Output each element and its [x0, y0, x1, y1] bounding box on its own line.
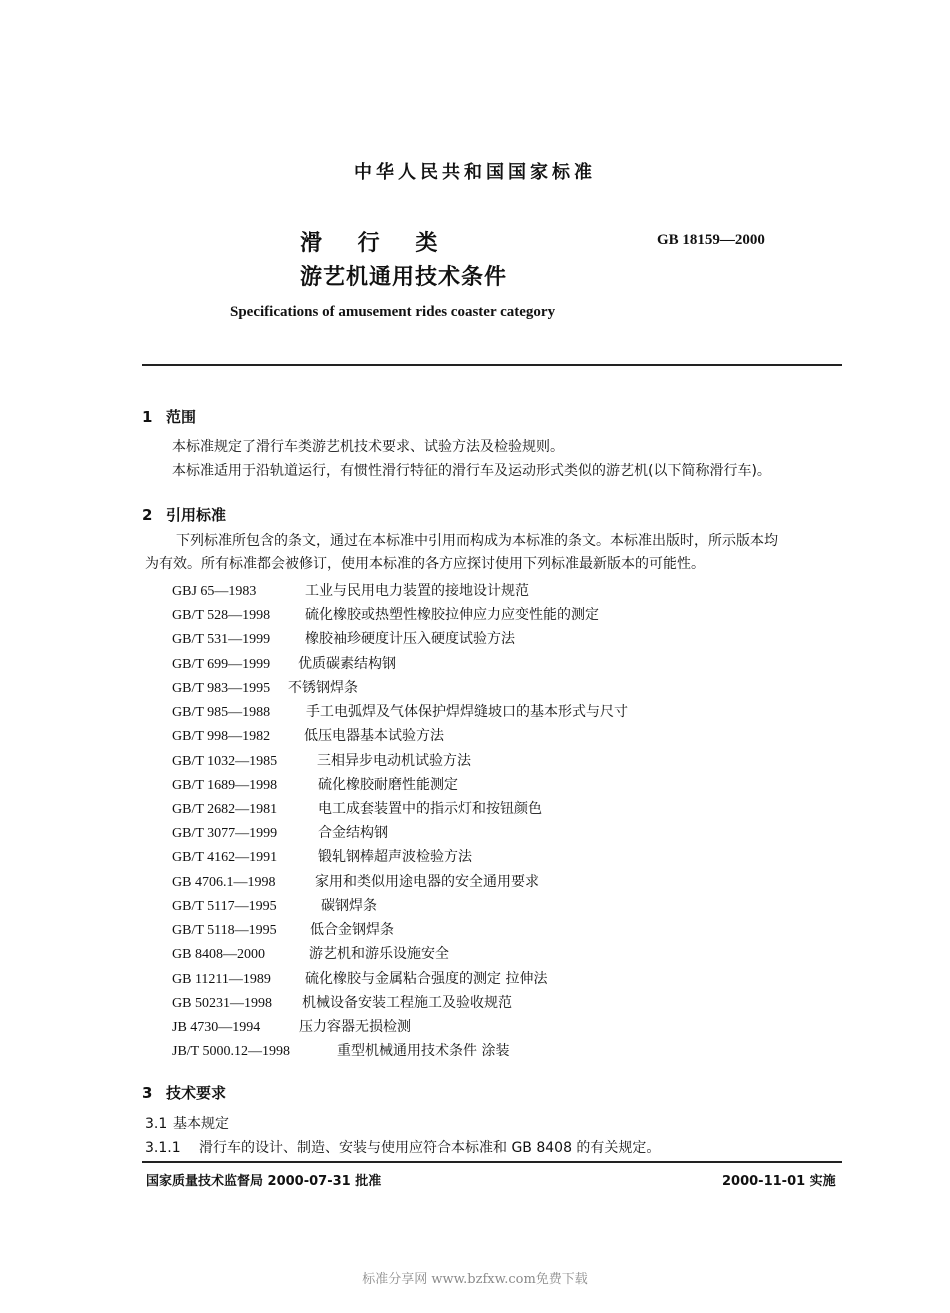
reference-item: [172, 895, 377, 915]
reference-code: GB/T 1689—1998: [172, 778, 278, 793]
reference-item: [172, 750, 471, 770]
reference-code: GB/T 5118—1995: [172, 923, 277, 938]
reference-title: 锻轧钢棒超声波检验方法: [318, 849, 472, 865]
reference-code: JB 4730—1994: [172, 1020, 261, 1035]
reference-title: 重型机械通用技术条件 涂装: [337, 1043, 510, 1059]
reference-title: 硫化橡胶与金属粘合强度的测定 拉伸法: [305, 971, 548, 987]
reference-title: 压力容器无损检测: [299, 1019, 411, 1035]
reference-code: JB/T 5000.12—1998: [172, 1044, 290, 1059]
scope-paragraph-2: 本标准适用于沿轨道运行，有惯性滑行特征的滑行车及运动形式类似的游艺机(以下简称滑行车)。: [172, 463, 771, 479]
subsection-number: 3.1.1: [145, 1140, 181, 1156]
section-number: 2: [142, 506, 153, 524]
national-standard-heading: 中华人民共和国国家标准: [354, 162, 596, 183]
reference-item: [172, 725, 444, 745]
reference-title: 优质碳素结构钢: [298, 656, 396, 672]
effective-date: 2000-11-01 实施: [722, 1174, 836, 1189]
reference-code: GB/T 983—1995: [172, 681, 271, 696]
reference-code: GB/T 528—1998: [172, 608, 271, 623]
reference-code: GB/T 998—1982: [172, 729, 271, 744]
section-number: 1: [142, 408, 153, 426]
reference-item: [172, 774, 458, 794]
reference-item: [172, 580, 529, 600]
reference-item: [172, 968, 547, 988]
reference-title: 家用和类似用途电器的安全通用要求: [315, 874, 539, 890]
reference-item: [172, 1016, 411, 1036]
footer-divider: [142, 1161, 842, 1163]
section-title: 范围: [166, 408, 197, 426]
reference-item: [172, 1040, 509, 1060]
reference-item: [172, 677, 358, 697]
reference-title: 手工电弧焊及气体保护焊焊缝坡口的基本形式与尺寸: [306, 704, 628, 720]
reference-code: GB 4706.1—1998: [172, 875, 276, 890]
english-title: Specifications of amusement rides coaster category: [230, 304, 556, 320]
reference-code: GB 11211—1989: [172, 972, 271, 987]
reference-code: GB/T 2682—1981: [172, 802, 278, 817]
reference-title: 不锈钢焊条: [288, 680, 358, 696]
reference-item: [172, 628, 515, 648]
subsection-text: 滑行车的设计、制造、安装与使用应符合本标准和 GB 8408 的有关规定。: [199, 1140, 661, 1156]
section-number: 3: [142, 1084, 153, 1102]
reference-item: [172, 943, 449, 963]
reference-item: [172, 871, 539, 891]
reference-code: GB 50231—1998: [172, 996, 272, 1011]
reference-code: GB/T 5117—1995: [172, 899, 277, 914]
section-1-heading: [142, 406, 196, 427]
reference-item: [172, 992, 512, 1012]
approval-note: 国家质量技术监督局 2000-07-31 批准: [146, 1174, 382, 1189]
standard-code: GB 18159—2000: [657, 232, 765, 248]
reference-title: 硫化橡胶耐磨性能测定: [318, 777, 458, 793]
reference-code: GB/T 3077—1999: [172, 826, 278, 841]
reference-code: GB/T 4162—1991: [172, 850, 278, 865]
reference-title: 电工成套装置中的指示灯和按钮颜色: [318, 801, 542, 817]
reference-title: 碳钢焊条: [321, 898, 377, 914]
subsection-number: 3.1: [145, 1116, 168, 1132]
references-intro-line1: 下列标准所包含的条文，通过在本标准中引用而构成为本标准的条文。本标准出版时，所示版本均: [176, 533, 778, 549]
reference-item: [172, 822, 388, 842]
reference-item: [172, 798, 542, 818]
reference-code: GB/T 985—1988: [172, 705, 271, 720]
reference-code: GB/T 699—1999: [172, 657, 271, 672]
reference-item: [172, 846, 472, 866]
reference-title: 三相异步电动机试验方法: [317, 753, 471, 769]
reference-title: 橡胶袖珍硬度计压入硬度试验方法: [305, 631, 515, 647]
reference-code: GB 8408—2000: [172, 947, 265, 962]
reference-code: GB/T 531—1999: [172, 632, 271, 647]
reference-code: GBJ 65—1983: [172, 584, 257, 599]
reference-title: 工业与民用电力装置的接地设计规范: [305, 583, 529, 599]
reference-title: 机械设备安装工程施工及验收规范: [302, 995, 512, 1011]
reference-item: [172, 604, 599, 624]
section-3-heading: [142, 1082, 226, 1103]
reference-item: [172, 701, 628, 721]
reference-code: GB/T 1032—1985: [172, 754, 278, 769]
section-2-heading: [142, 504, 226, 525]
reference-title: 低合金钢焊条: [310, 922, 394, 938]
reference-title: 合金结构钢: [318, 825, 388, 841]
reference-item: [172, 919, 394, 939]
reference-item: [172, 653, 396, 673]
document-title-line1: 滑 行 类: [300, 231, 452, 256]
reference-title: 硫化橡胶或热塑性橡胶拉伸应力应变性能的测定: [305, 607, 599, 623]
section-title: 引用标准: [166, 506, 227, 524]
reference-title: 低压电器基本试验方法: [304, 728, 444, 744]
subsection-3-1-1: [145, 1137, 660, 1157]
references-intro-line2: 为有效。所有标准都会被修订，使用本标准的各方应探讨使用下列标准最新版本的可能性。: [145, 556, 705, 572]
scope-paragraph-1: 本标准规定了滑行车类游艺机技术要求、试验方法及检验规则。: [172, 439, 564, 455]
reference-title: 游艺机和游乐设施安全: [309, 946, 449, 962]
section-title: 技术要求: [166, 1084, 227, 1102]
subsection-3-1: [145, 1113, 229, 1133]
subsection-title: 基本规定: [173, 1116, 229, 1132]
document-title-line2: 游艺机通用技术条件: [300, 265, 508, 290]
header-divider: [142, 364, 842, 366]
watermark-text: 标准分享网 www.bzfxw.com免费下载: [362, 1272, 588, 1287]
